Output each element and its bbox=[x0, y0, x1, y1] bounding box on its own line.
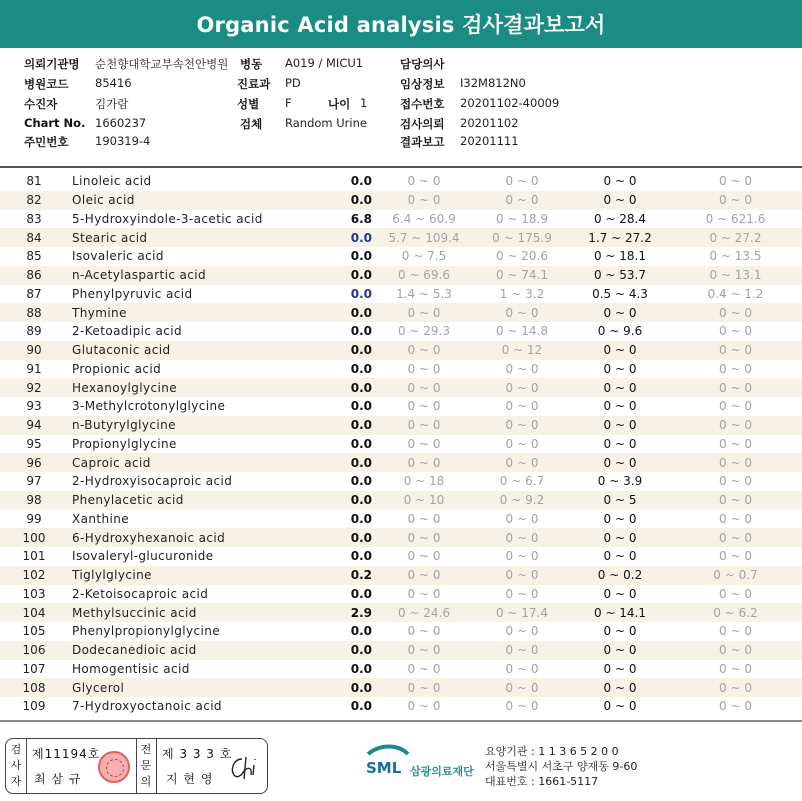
result-value: 0.0 bbox=[350, 624, 372, 639]
sex-value: F bbox=[285, 96, 292, 110]
reference-range-3: 0 ~ 0 bbox=[603, 586, 637, 601]
table-row bbox=[0, 378, 802, 397]
reference-range-2: 0 ~ 0 bbox=[505, 511, 539, 526]
result-value: 0.0 bbox=[350, 286, 372, 301]
specimen-value: Random Urine bbox=[285, 116, 367, 130]
reference-range-1: 0 ~ 0 bbox=[407, 361, 441, 376]
reference-range-4: 0 ~ 0 bbox=[719, 361, 752, 376]
analyte-name: n-Butyrylglycine bbox=[68, 416, 328, 435]
reference-range-2: 0 ~ 0 bbox=[473, 566, 571, 585]
reference-range-4: 0 ~ 13.1 bbox=[669, 266, 802, 285]
row-number: 91 bbox=[26, 361, 42, 376]
institution-label: 의뢰기관명 bbox=[24, 57, 80, 71]
reference-range-1: 0 ~ 0 bbox=[375, 378, 473, 397]
reference-range-1: 0 ~ 0 bbox=[407, 436, 441, 451]
result-value: 0.0 bbox=[350, 586, 372, 601]
table-row bbox=[0, 510, 802, 529]
ward-value: A019 / MICU1 bbox=[285, 56, 364, 70]
header-divider bbox=[0, 166, 802, 168]
reference-range-3: 0 ~ 28.4 bbox=[593, 211, 647, 226]
reference-range-3: 0 ~ 9.6 bbox=[597, 324, 643, 339]
reference-range-2: 0 ~ 0 bbox=[505, 436, 539, 451]
reference-range-4: 0 ~ 0 bbox=[719, 549, 752, 564]
age-label: 나이 bbox=[328, 97, 351, 111]
age-value: 1 bbox=[360, 96, 368, 110]
analyte-name: Dodecanedioic acid bbox=[68, 641, 328, 660]
result-value: 2.9 bbox=[328, 603, 375, 622]
analyte-name: Oleic acid bbox=[68, 191, 328, 210]
analyte-name: Glycerol bbox=[68, 678, 328, 697]
ward-label: 병동 bbox=[240, 57, 263, 71]
reference-range-2: 0 ~ 0 bbox=[505, 361, 539, 376]
seal-stamp-icon bbox=[98, 751, 130, 783]
row-number: 94 bbox=[0, 416, 68, 435]
analyte-name: Isovaleric acid bbox=[72, 249, 164, 264]
reference-range-2: 0 ~ 0 bbox=[473, 303, 571, 322]
reference-range-3: 0 ~ 14.1 bbox=[571, 603, 669, 622]
reference-range-2: 0 ~ 0 bbox=[505, 399, 539, 414]
reference-range-3: 0 ~ 0 bbox=[603, 174, 637, 189]
analyte-name: 7-Hydroxyoctanoic acid bbox=[72, 699, 222, 714]
table-row bbox=[0, 341, 802, 360]
reference-range-4: 0 ~ 0 bbox=[719, 586, 752, 601]
reference-range-3: 0 ~ 0 bbox=[571, 678, 669, 697]
reference-range-2: 1 ~ 3.2 bbox=[499, 286, 545, 301]
reference-range-3: 0 ~ 0 bbox=[571, 191, 669, 210]
row-number: 84 bbox=[0, 228, 68, 247]
reference-range-1: 0 ~ 0 bbox=[407, 511, 441, 526]
reference-range-1: 0 ~ 0 bbox=[407, 399, 441, 414]
table-row bbox=[0, 210, 802, 229]
reference-range-1: 0 ~ 0 bbox=[375, 641, 473, 660]
receipt-label: 접수번호 bbox=[400, 97, 445, 111]
analyte-name: Phenylacetic acid bbox=[68, 491, 328, 510]
reference-range-2: 0 ~ 0 bbox=[473, 416, 571, 435]
reference-range-4: 0 ~ 0 bbox=[669, 341, 802, 360]
result-value: 0.0 bbox=[328, 303, 375, 322]
analyte-name: 2-Hydroxyisocaproic acid bbox=[72, 474, 233, 489]
reference-range-1: 0 ~ 0 bbox=[375, 528, 473, 547]
reference-range-3: 0 ~ 0 bbox=[571, 303, 669, 322]
row-number: 107 bbox=[22, 661, 46, 676]
specimen-label: 검체 bbox=[240, 117, 263, 131]
table-row bbox=[0, 603, 802, 622]
row-number: 98 bbox=[0, 491, 68, 510]
analyte-name: Phenylpyruvic acid bbox=[72, 286, 193, 301]
reference-range-4: 0 ~ 0 bbox=[719, 699, 752, 714]
table-row bbox=[0, 566, 802, 585]
result-value: 0.0 bbox=[350, 399, 372, 414]
result-value: 0.0 bbox=[328, 228, 375, 247]
reference-range-3: 0 ~ 5 bbox=[571, 491, 669, 510]
reference-range-3: 0 ~ 0 bbox=[603, 661, 637, 676]
reference-range-2: 0 ~ 0 bbox=[505, 174, 539, 189]
row-number: 87 bbox=[26, 286, 42, 301]
reference-range-4: 0 ~ 0 bbox=[669, 678, 802, 697]
row-number: 101 bbox=[22, 549, 46, 564]
reference-range-2: 0 ~ 0 bbox=[473, 528, 571, 547]
reference-range-2: 0 ~ 175.9 bbox=[473, 228, 571, 247]
dept-value: PD bbox=[285, 76, 301, 90]
analyte-name: Glutaconic acid bbox=[68, 341, 328, 360]
result-value: 0.0 bbox=[328, 416, 375, 435]
reference-range-1: 0 ~ 0 bbox=[407, 549, 441, 564]
result-value: 0.0 bbox=[328, 191, 375, 210]
analyte-name: Xanthine bbox=[72, 511, 130, 526]
chart-no-label: Chart No. bbox=[24, 116, 86, 130]
reference-range-4: 0 ~ 0 bbox=[669, 191, 802, 210]
reference-range-4: 0 ~ 0 bbox=[719, 436, 752, 451]
reference-range-1: 6.4 ~ 60.9 bbox=[392, 211, 456, 226]
reference-range-3: 0 ~ 0 bbox=[571, 416, 669, 435]
result-value: 0.0 bbox=[350, 361, 372, 376]
analyte-name: Methylsuccinic acid bbox=[68, 603, 328, 622]
table-row bbox=[0, 172, 802, 191]
table-row bbox=[0, 285, 802, 304]
reference-range-1: 0 ~ 0 bbox=[375, 191, 473, 210]
reference-range-3: 0 ~ 0 bbox=[571, 528, 669, 547]
reference-range-4: 0 ~ 621.6 bbox=[705, 211, 766, 226]
reference-range-3: 0 ~ 0 bbox=[603, 399, 637, 414]
request-value: 20201102 bbox=[460, 116, 519, 130]
row-number: 83 bbox=[26, 211, 42, 226]
table-row bbox=[0, 247, 802, 266]
reference-range-2: 0 ~ 0 bbox=[505, 549, 539, 564]
reference-range-2: 0 ~ 0 bbox=[473, 378, 571, 397]
reference-range-2: 0 ~ 0 bbox=[473, 191, 571, 210]
row-number: 90 bbox=[0, 341, 68, 360]
reference-range-3: 0 ~ 18.1 bbox=[593, 249, 647, 264]
reference-range-1: 0 ~ 0 bbox=[375, 678, 473, 697]
reference-range-1: 0 ~ 18 bbox=[403, 474, 445, 489]
result-value: 0.0 bbox=[328, 641, 375, 660]
results-table bbox=[0, 172, 802, 716]
table-row bbox=[0, 547, 802, 566]
care-code: 요양기관 : 1 1 3 6 5 2 0 0 bbox=[485, 745, 619, 758]
patient-label: 수진자 bbox=[24, 97, 58, 111]
result-value: 0.0 bbox=[328, 266, 375, 285]
reference-range-2: 0 ~ 20.6 bbox=[495, 249, 549, 264]
row-number: 88 bbox=[0, 303, 68, 322]
reference-range-1: 0 ~ 69.6 bbox=[375, 266, 473, 285]
id-value: 190319-4 bbox=[95, 134, 151, 148]
reference-range-3: 0 ~ 0 bbox=[603, 361, 637, 376]
reference-range-1: 0 ~ 0 bbox=[407, 661, 441, 676]
table-row bbox=[0, 697, 802, 716]
row-number: 93 bbox=[26, 399, 42, 414]
result-value: 0.0 bbox=[328, 378, 375, 397]
row-number: 82 bbox=[0, 191, 68, 210]
reference-range-2: 0 ~ 6.7 bbox=[499, 474, 545, 489]
table-row bbox=[0, 266, 802, 285]
analyte-name: 2-Ketoadipic acid bbox=[72, 324, 183, 339]
table-row bbox=[0, 585, 802, 604]
analyte-name: Homogentisic acid bbox=[72, 661, 190, 676]
table-row bbox=[0, 191, 802, 210]
signature-icon bbox=[228, 753, 262, 783]
result-value: 0.2 bbox=[328, 566, 375, 585]
reference-range-4: 0 ~ 0 bbox=[669, 453, 802, 472]
row-number: 109 bbox=[22, 699, 46, 714]
reference-range-2: 0 ~ 0 bbox=[505, 586, 539, 601]
reference-range-3: 0 ~ 0 bbox=[571, 341, 669, 360]
report-footer bbox=[0, 722, 802, 801]
chart-no-value: 1660237 bbox=[95, 116, 147, 130]
report-title: Organic Acid analysis 검사결과보고서 bbox=[0, 0, 802, 48]
analyte-name: 3-Methylcrotonylglycine bbox=[72, 399, 226, 414]
result-value: 0.0 bbox=[350, 511, 372, 526]
reference-range-1: 5.7 ~ 109.4 bbox=[375, 228, 473, 247]
reference-range-4: 0 ~ 0.7 bbox=[669, 566, 802, 585]
reference-range-3: 0 ~ 0 bbox=[603, 549, 637, 564]
analyte-name: 6-Hydroxyhexanoic acid bbox=[68, 528, 328, 547]
table-row bbox=[0, 660, 802, 679]
reference-range-4: 0 ~ 27.2 bbox=[669, 228, 802, 247]
row-number: 86 bbox=[0, 266, 68, 285]
row-number: 95 bbox=[26, 436, 42, 451]
reference-range-2: 0 ~ 0 bbox=[473, 678, 571, 697]
table-row bbox=[0, 491, 802, 510]
reference-range-2: 0 ~ 0 bbox=[505, 661, 539, 676]
examiner-label: 검사자 bbox=[10, 743, 22, 788]
signature-divider bbox=[156, 739, 157, 793]
reference-range-4: 0 ~ 6.2 bbox=[669, 603, 802, 622]
analyte-name: Caproic acid bbox=[68, 453, 328, 472]
result-value: 0.0 bbox=[350, 174, 372, 189]
org-name: 삼광의료재단 bbox=[410, 765, 474, 778]
table-row bbox=[0, 303, 802, 322]
analyte-name: 5-Hydroxyindole-3-acetic acid bbox=[72, 211, 263, 226]
reference-range-3: 0 ~ 0 bbox=[603, 436, 637, 451]
analyte-name: Isovaleryl-glucuronide bbox=[72, 549, 214, 564]
patient-info bbox=[0, 48, 802, 166]
reference-range-3: 1.7 ~ 27.2 bbox=[571, 228, 669, 247]
id-label: 주민번호 bbox=[24, 135, 69, 149]
analyte-name: Hexanoylglycine bbox=[68, 378, 328, 397]
examiner-license: 제11194호 bbox=[32, 747, 101, 761]
reference-range-4: 0 ~ 0 bbox=[669, 528, 802, 547]
reference-range-3: 0 ~ 0 bbox=[571, 453, 669, 472]
row-number: 108 bbox=[0, 678, 68, 697]
reference-range-2: 0 ~ 14.8 bbox=[495, 324, 549, 339]
row-number: 99 bbox=[26, 511, 42, 526]
reference-range-3: 0 ~ 0 bbox=[603, 699, 637, 714]
reference-range-3: 0 ~ 0 bbox=[603, 624, 637, 639]
reference-range-4: 0 ~ 0 bbox=[719, 174, 752, 189]
sml-logo-text: SML bbox=[366, 759, 402, 777]
reference-range-1: 0 ~ 0 bbox=[407, 624, 441, 639]
result-value: 0.0 bbox=[350, 661, 372, 676]
reference-range-4: 0 ~ 0 bbox=[719, 324, 752, 339]
result-value: 0.0 bbox=[350, 436, 372, 451]
reference-range-1: 0 ~ 10 bbox=[375, 491, 473, 510]
result-value: 0.0 bbox=[350, 249, 372, 264]
reference-range-4: 0 ~ 13.5 bbox=[709, 249, 762, 264]
analyte-name: Linoleic acid bbox=[72, 174, 152, 189]
reference-range-1: 1.4 ~ 5.3 bbox=[396, 286, 452, 301]
result-value: 6.8 bbox=[350, 211, 372, 226]
reference-range-4: 0 ~ 0 bbox=[719, 399, 752, 414]
reference-range-4: 0 ~ 0 bbox=[669, 491, 802, 510]
table-row bbox=[0, 228, 802, 247]
examiner-name: 최 삼 규 bbox=[34, 772, 82, 786]
signature-divider bbox=[136, 739, 137, 793]
reference-range-4: 0 ~ 0 bbox=[669, 416, 802, 435]
patient-value: 김가람 bbox=[95, 97, 129, 111]
reference-range-1: 0 ~ 0 bbox=[407, 174, 441, 189]
row-number: 103 bbox=[22, 586, 46, 601]
specialist-label: 전문의 bbox=[140, 743, 152, 788]
analyte-name: Propionic acid bbox=[72, 361, 162, 376]
reference-range-1: 0 ~ 7.5 bbox=[401, 249, 447, 264]
table-row bbox=[0, 397, 802, 416]
reference-range-1: 0 ~ 24.6 bbox=[375, 603, 473, 622]
reference-range-2: 0 ~ 74.1 bbox=[473, 266, 571, 285]
dept-label: 진료과 bbox=[237, 77, 271, 91]
reference-range-3: 0 ~ 0 bbox=[571, 378, 669, 397]
row-number: 106 bbox=[0, 641, 68, 660]
hospital-code-label: 병원코드 bbox=[24, 77, 69, 91]
result-value: 0.0 bbox=[350, 549, 372, 564]
result-value: 0.0 bbox=[350, 699, 372, 714]
reference-range-4: 0 ~ 0 bbox=[719, 474, 752, 489]
result-value: 0.0 bbox=[328, 341, 375, 360]
org-contact bbox=[485, 744, 637, 789]
reference-range-1: 0 ~ 0 bbox=[375, 453, 473, 472]
reference-range-1: 0 ~ 0 bbox=[407, 586, 441, 601]
table-row bbox=[0, 360, 802, 379]
reference-range-4: 0 ~ 0 bbox=[719, 511, 752, 526]
table-row bbox=[0, 678, 802, 697]
signature-divider bbox=[26, 739, 27, 793]
specialist-license: 제 3 3 3 호 bbox=[162, 747, 233, 761]
report-date-value: 20201111 bbox=[460, 134, 519, 148]
table-row bbox=[0, 453, 802, 472]
reference-range-3: 0 ~ 0 bbox=[571, 641, 669, 660]
physician-label: 담당의사 bbox=[400, 57, 445, 71]
row-number: 104 bbox=[0, 603, 68, 622]
reference-range-4: 0 ~ 0 bbox=[719, 624, 752, 639]
analyte-name: Phenylpropionylglycine bbox=[72, 624, 221, 639]
result-value: 0.0 bbox=[328, 528, 375, 547]
row-number: 102 bbox=[0, 566, 68, 585]
table-row bbox=[0, 622, 802, 641]
row-number: 81 bbox=[26, 174, 42, 189]
reference-range-2: 0 ~ 0 bbox=[505, 624, 539, 639]
row-number: 89 bbox=[26, 324, 42, 339]
analyte-name: n-Acetylaspartic acid bbox=[68, 266, 328, 285]
signature-box bbox=[5, 738, 268, 794]
org-phone: 대표번호 : 1661-5117 bbox=[485, 775, 599, 788]
row-number: 105 bbox=[22, 624, 46, 639]
institution-value: 순천향대학교부속천안병원 bbox=[95, 57, 229, 71]
request-label: 검사의뢰 bbox=[400, 117, 445, 131]
table-row bbox=[0, 416, 802, 435]
reference-range-2: 0 ~ 18.9 bbox=[495, 211, 549, 226]
clinical-value: I32M812N0 bbox=[460, 76, 526, 90]
reference-range-2: 0 ~ 0 bbox=[473, 453, 571, 472]
reference-range-3: 0 ~ 53.7 bbox=[571, 266, 669, 285]
table-row bbox=[0, 528, 802, 547]
reference-range-1: 0 ~ 29.3 bbox=[397, 324, 451, 339]
table-row bbox=[0, 322, 802, 341]
reference-range-3: 0 ~ 0.2 bbox=[571, 566, 669, 585]
row-number: 92 bbox=[0, 378, 68, 397]
table-row bbox=[0, 435, 802, 454]
reference-range-2: 0 ~ 9.2 bbox=[473, 491, 571, 510]
analyte-name: Thymine bbox=[68, 303, 328, 322]
reference-range-2: 0 ~ 0 bbox=[473, 641, 571, 660]
reference-range-1: 0 ~ 0 bbox=[375, 416, 473, 435]
row-number: 100 bbox=[0, 528, 68, 547]
reference-range-3: 0 ~ 0 bbox=[603, 511, 637, 526]
reference-range-2: 0 ~ 12 bbox=[473, 341, 571, 360]
clinical-label: 임상정보 bbox=[400, 77, 445, 91]
table-row bbox=[0, 472, 802, 491]
reference-range-4: 0 ~ 0 bbox=[669, 378, 802, 397]
reference-range-1: 0 ~ 0 bbox=[375, 303, 473, 322]
reference-range-1: 0 ~ 0 bbox=[375, 566, 473, 585]
result-value: 0.0 bbox=[350, 324, 372, 339]
result-value: 0.0 bbox=[328, 453, 375, 472]
results-body bbox=[0, 172, 802, 716]
reference-range-1: 0 ~ 0 bbox=[407, 699, 441, 714]
reference-range-4: 0.4 ~ 1.2 bbox=[707, 286, 764, 301]
analyte-name: Tiglylglycine bbox=[68, 566, 328, 585]
table-row bbox=[0, 641, 802, 660]
row-number: 85 bbox=[26, 249, 42, 264]
sex-label: 성별 bbox=[237, 97, 260, 111]
reference-range-2: 0 ~ 17.4 bbox=[473, 603, 571, 622]
row-number: 97 bbox=[26, 474, 42, 489]
hospital-code-value: 85416 bbox=[95, 76, 132, 90]
reference-range-2: 0 ~ 0 bbox=[505, 699, 539, 714]
row-number: 96 bbox=[0, 453, 68, 472]
analyte-name: Propionylglycine bbox=[72, 436, 177, 451]
receipt-value: 20201102-40009 bbox=[460, 96, 560, 110]
result-value: 0.0 bbox=[350, 474, 372, 489]
report-date-label: 결과보고 bbox=[400, 135, 445, 149]
analyte-name: 2-Ketoisocaproic acid bbox=[72, 586, 209, 601]
result-value: 0.0 bbox=[328, 678, 375, 697]
org-address: 서울특별시 서초구 양재동 9-60 bbox=[485, 760, 638, 773]
reference-range-3: 0.5 ~ 4.3 bbox=[592, 286, 648, 301]
reference-range-4: 0 ~ 0 bbox=[669, 641, 802, 660]
reference-range-4: 0 ~ 0 bbox=[669, 303, 802, 322]
result-value: 0.0 bbox=[328, 491, 375, 510]
analyte-name: Stearic acid bbox=[68, 228, 328, 247]
reference-range-3: 0 ~ 3.9 bbox=[597, 474, 643, 489]
reference-range-4: 0 ~ 0 bbox=[719, 661, 752, 676]
specialist-name: 지 현 영 bbox=[166, 772, 214, 786]
reference-range-1: 0 ~ 0 bbox=[375, 341, 473, 360]
